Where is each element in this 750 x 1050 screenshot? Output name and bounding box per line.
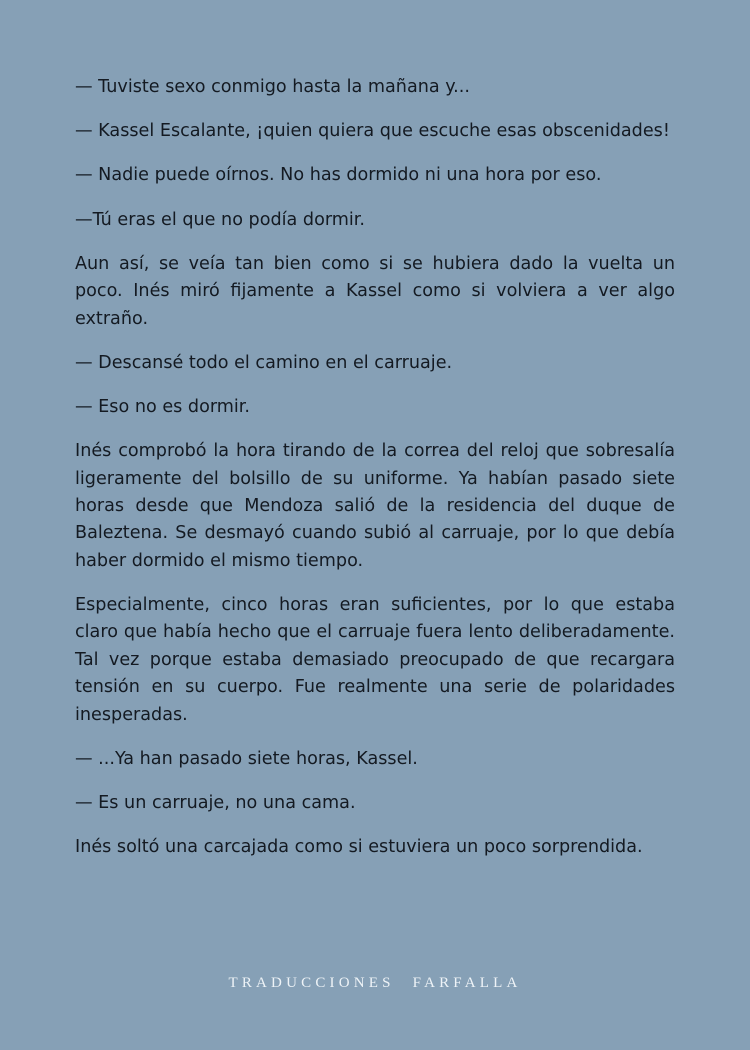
- paragraph: Especialmente, cinco horas eran suficientes, por lo que estaba claro que había hecho que el carruaje fuera lento deliberadamente. Tal vez porque estaba demasiado preocupado de que recargara tensión en su cuerpo. Fue realmente una serie de polaridades inesperadas.: [75, 595, 675, 725]
- page-footer-credit: TRADUCCIONES FARFALLA: [228, 975, 522, 991]
- paragraph: — Nadie puede oírnos. No has dormido ni una hora por eso.: [75, 165, 602, 186]
- paragraph: — Kassel Escalante, ¡quien quiera que escuche esas obscenidades!: [75, 121, 670, 142]
- paragraph: Inés comprobó la hora tirando de la correa del reloj que sobresalía ligeramente del bolsillo de su uniforme. Ya habían pasado siete horas desde que Mendoza salió de la residencia del duque de Baleztena. Se desmayó cuando subió al carruaje, por lo que debía haber dormido el mismo tiempo.: [75, 441, 675, 571]
- paragraph: — Tuviste sexo conmigo hasta la mañana y...: [75, 77, 470, 97]
- paragraph: —Tú eras el que no podía dormir.: [75, 209, 366, 230]
- paragraph: — Eso no es dormir.: [75, 397, 251, 418]
- paragraph: — ...Ya han pasado siete horas, Kassel.: [75, 748, 418, 769]
- paragraph: Aun así, se veía tan bien como si se hubiera dado la vuelta un poco. Inés miró fijamente a Kassel como si volviera a ver algo extraño.: [75, 253, 675, 329]
- page-body: [75, 74, 675, 879]
- paragraph: — Es un carruaje, no una cama.: [75, 793, 356, 814]
- paragraph: — Descansé todo el camino en el carruaje.: [75, 352, 453, 373]
- paragraph: Inés soltó una carcajada como si estuviera un poco sorprendida.: [75, 837, 643, 858]
